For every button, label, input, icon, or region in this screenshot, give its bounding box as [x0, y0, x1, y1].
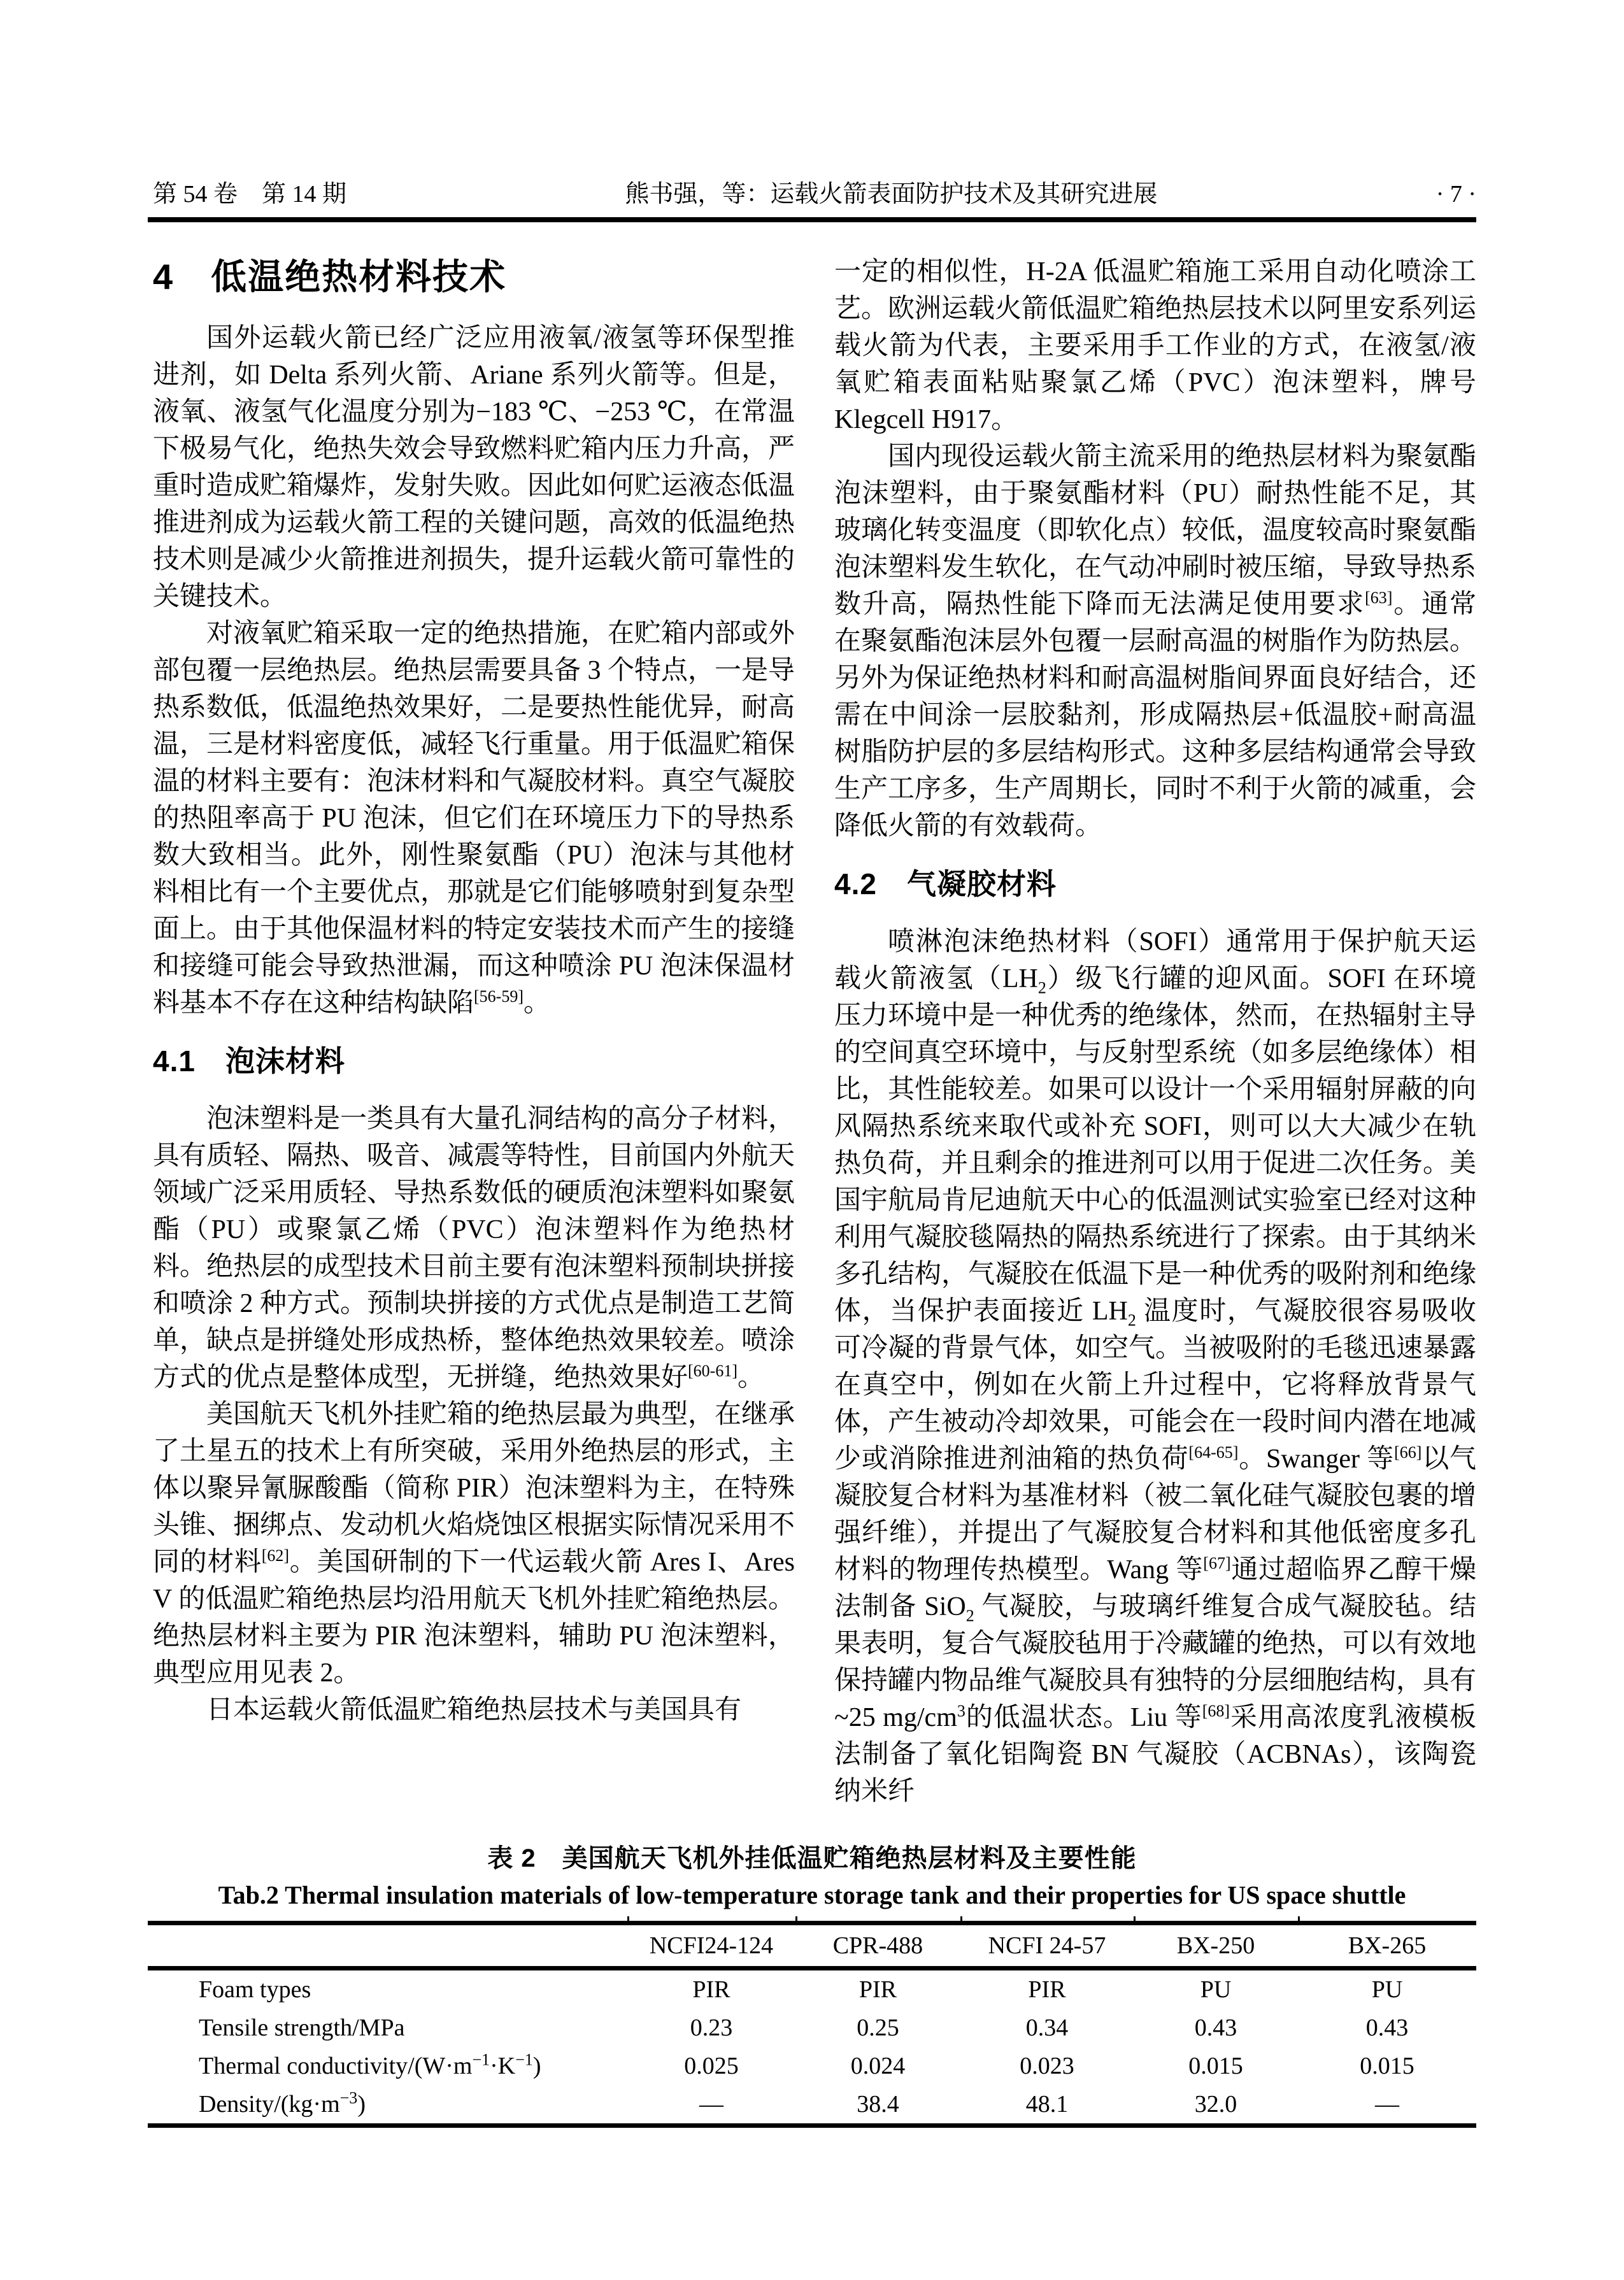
paragraph: 泡沫塑料是一类具有大量孔洞结构的高分子材料，具有质轻、隔热、吸音、减震等特性，目前国内外航天领域广泛采用质轻、导热系数低的硬质泡沫塑料如聚氨酯（PU）或聚氯乙烯（PVC）泡沫塑料作为绝热材料。绝热层的成型技术目前主要有泡沫塑料预制块拼接和喷涂 2 种方式。预制块拼接的方式优点是制造工艺简单，缺点是拼缝处形成热桥，整体绝热效果较差。喷涂方式的优点是整体成型，无拼缝，绝热效果好[60-61]。	[153, 1104, 795, 1392]
column-divider-tick	[1134, 1916, 1136, 1921]
subscript: 2	[1127, 1311, 1136, 1330]
table-cell: 0.25	[857, 2014, 899, 2041]
table-cell: PU	[1200, 1976, 1232, 2003]
table-row	[148, 2009, 1476, 2047]
row-label: Foam types	[199, 1976, 311, 2003]
table-header-cell: NCFI24-124	[649, 1932, 774, 1959]
table-cell: 0.023	[1020, 2053, 1074, 2079]
table-header-cell: NCFI 24-57	[988, 1932, 1106, 1959]
table-row	[148, 1970, 1476, 2009]
table-cell: 0.015	[1188, 2053, 1243, 2079]
table-cell: 48.1	[1025, 2091, 1069, 2118]
table-cell: 0.43	[1365, 2014, 1409, 2041]
insulation-table	[148, 1921, 1476, 2128]
table-caption-en: Tab.2 Thermal insulation materials of low-temperature storage tank and their properties for US space shuttle	[218, 1881, 1406, 1909]
table-cell: PIR	[858, 1976, 897, 2003]
paragraph: 美国航天飞机外挂贮箱的绝热层最为典型，在继承了土星五的技术上有所突破，采用外绝热层的形式，主体以聚异氰脲酸酯（简称 PIR）泡沫塑料为主，在特殊头锥、捆绑点、发动机火焰烧蚀区根据实际情况采用不同的材料[62]。美国研制的下一代运载火箭 Ares I、Ares V 的低温贮箱绝热层均沿用航天飞机外挂贮箱绝热层。绝热层材料主要为 PIR 泡沫塑料，辅助 PU 泡沫塑料，典型应用见表 2。	[153, 1400, 795, 1688]
column-divider-ticks	[148, 1916, 1476, 1921]
left-column	[153, 253, 795, 1810]
table-row	[148, 2047, 1476, 2085]
table-row	[148, 2085, 1476, 2123]
superscript-ref: −3	[339, 2088, 358, 2107]
table-caption-zh: 表 2 美国航天飞机外挂低温贮箱绝热层材料及主要性能	[487, 1844, 1137, 1872]
row-label: Tensile strength/MPa	[199, 2014, 405, 2041]
volume-issue-label: 第 54 卷 第 14 期	[153, 181, 347, 208]
table-block	[148, 1842, 1476, 2128]
superscript-ref: [64-65]	[1188, 1443, 1239, 1462]
paragraph: 对液氧贮箱采取一定的绝热措施，在贮箱内部或外部包覆一层绝热层。绝热层需要具备 3 个特点，一是导热系数低，低温绝热效果好，二是要热性能优异，耐高温，三是材料密度低，减轻飞行重量。用于低温贮箱保温的材料主要有：泡沫材料和气凝胶材料。真空气凝胶的热阻率高于 PU 泡沫，但它们在环境压力下的导热系数大致相当。此外，刚性聚氨酯（PU）泡沫与其他材料相比有一个主要优点，那就是它们能够喷射到复杂型面上。由于其他保温材料的特定安装技术而产生的接缝和接缝可能会导致热泄漏，而这种喷涂 PU 泡沫保温材料基本不存在这种结构缺陷[56-59]。	[153, 619, 795, 1018]
table-cell: PU	[1371, 1976, 1403, 2003]
table-header-row	[148, 1925, 1476, 1970]
table-cell: 0.015	[1360, 2053, 1414, 2079]
superscript-ref: [62]	[261, 1546, 290, 1565]
column-divider-tick	[795, 1916, 797, 1921]
superscript-ref: −1	[472, 2050, 490, 2069]
table-header-cell: CPR-488	[832, 1932, 923, 1959]
table-cell: PIR	[692, 1976, 730, 2003]
superscript-ref: [67]	[1203, 1554, 1231, 1572]
superscript-ref: −1	[515, 2050, 533, 2069]
table-header-cell: BX-265	[1348, 1932, 1427, 1959]
page-number: · 7 ·	[1435, 181, 1476, 208]
row-label: Density/$(kg\cdot m^{-3})$	[199, 2088, 366, 2118]
paragraph: 国外运载火箭已经广泛应用液氧/液氢等环保型推进剂，如 Delta 系列火箭、Ariane 系列火箭等。但是，液氧、液氢气化温度分别为−183 ℃、−253 ℃，在常温下极易气化，绝热失效会导致燃料贮箱内压力升高，严重时造成贮箱爆炸，发射失败。因此如何贮运液态低温推进剂成为运载火箭工程的关键问题，高效的低温绝热技术则是减少火箭推进剂损失，提升运载火箭可靠性的关键技术。	[153, 324, 795, 611]
superscript-ref: [56-59]	[474, 987, 524, 1006]
article-body	[153, 253, 1476, 1810]
superscript-ref: 3	[957, 1702, 965, 1720]
table-cell: 0.23	[690, 2014, 733, 2041]
table-cell: 0.025	[684, 2053, 739, 2079]
header-rule	[148, 217, 1476, 222]
paragraph: 喷淋泡沫绝热材料（SOFI）通常用于保护航天运载火箭液氢$(LH_2)$级飞行罐的迎风面。SOFI 在环境压力环境中是一种优秀的绝缘体，然而，在热辐射主导的空间真空环境中，与反射型系统（如多层绝缘体）相比，其性能较差。如果可以设计一个采用辐射屏蔽的向风隔热系统来取代或补充 SOFI，则可以大大减少在轨热负荷，并且剩余的推进剂可以用于促进二次任务。美国宇航局肯尼迪航天中心的低温测试实验室已经对这种利用气凝胶毯隔热的隔热系统进行了探索。由于其纳米多孔结构，气凝胶在低温下是一种优秀的吸附剂和绝缘体，当保护表面接近 $LH_2$ 温度时，气凝胶很容易吸收可冷凝的背景气体，如空气。当被吸附的毛毯迅速暴露在真空中，例如在火箭上升过程中，它将释放背景气体，产生被动冷却效果，可能会在一段时间内潜在地减少或消除推进剂油箱的热负荷[64-65]。Swanger 等[66]以气凝胶复合材料为基准材料（被二氧化硅气凝胶包裹的增强纤维），并提出了气凝胶复合材料和其他低密度多孔材料的物理传热模型。Wang 等[67]通过超临界乙醇干燥法制备 SiO$_2$ 气凝胶，与玻璃纤维复合成气凝胶毡。结果表明，复合气凝胶毡用于冷藏罐的绝热，可以有效地保持罐内物品维气凝胶具有独特的分层细胞结构，具有~25 $mg/cm^3$的低温状态。Liu 等[68]采用高浓度乳液模板法制备了氧化铝陶瓷 BN 气凝胶（ACBNAs），该陶瓷纳米纤	[834, 927, 1477, 1806]
paragraph: 日本运载火箭低温贮箱绝热层技术与美国具有	[206, 1695, 742, 1725]
table-header-cell: BX-250	[1176, 1932, 1255, 1959]
table-cell: 0.024	[850, 2053, 906, 2079]
right-column	[834, 253, 1476, 1810]
paragraph: 一定的相似性，H-2A 低温贮箱施工采用自动化喷涂工艺。欧洲运载火箭低温贮箱绝热层技术以阿里安系列运载火箭为代表，主要采用手工作业的方式，在液氢/液氧贮箱表面粘贴聚氯乙烯（PVC）泡沫塑料，牌号 Klegcell H917。	[834, 257, 1477, 434]
table-cell: 32.0	[1194, 2091, 1237, 2118]
table-cell: PIR	[1028, 1976, 1066, 2003]
superscript-ref: [68]	[1202, 1702, 1230, 1720]
column-divider-tick	[1298, 1916, 1300, 1921]
paragraph: 国内现役运载火箭主流采用的绝热层材料为聚氨酯泡沫塑料，由于聚氨酯材料（PU）耐热性能不足，其玻璃化转变温度（即软化点）较低，温度较高时聚氨酯泡沫塑料发生软化，在气动冲刷时被压缩，导致导热系数升高，隔热性能下降而无法满足使用要求[63]。通常在聚氨酯泡沫层外包覆一层耐高温的树脂作为防热层。另外为保证绝热材料和耐高温树脂间界面良好结合，还需在中间涂一层胶黏剂，形成隔热层+低温胶+耐高温树脂防护层的多层结构形式。这种多层结构通常会导致生产工序多，生产周期长，同时不利于火箭的减重，会降低火箭的有效载荷。	[834, 442, 1477, 841]
superscript-ref: [66]	[1394, 1443, 1422, 1462]
superscript-ref: [60-61]	[688, 1362, 737, 1380]
column-divider-tick	[960, 1916, 962, 1921]
page-header	[153, 180, 1476, 209]
subscript: 2	[1037, 978, 1046, 997]
table-cell: 38.4	[857, 2091, 899, 2118]
running-title: 熊书强，等：运载火箭表面防护技术及其研究进展	[625, 181, 1158, 208]
section-heading: 4 低温绝热材料技术	[153, 257, 507, 297]
table-cell: —	[699, 2091, 723, 2118]
subsection-heading: 4.2 气凝胶材料	[834, 867, 1057, 901]
table-cell: —	[1374, 2091, 1399, 2118]
subsection-heading: 4.1 泡沫材料	[153, 1044, 345, 1078]
superscript-ref: [63]	[1365, 588, 1393, 607]
column-divider-tick	[627, 1916, 629, 1921]
subscript: 2	[965, 1606, 974, 1625]
table-cell: 0.43	[1194, 2014, 1237, 2041]
table-cell: 0.34	[1025, 2014, 1069, 2041]
row-label: Thermal conductivity/$(W\cdot m^{-1}\cdot K^{-1})$	[199, 2050, 541, 2079]
